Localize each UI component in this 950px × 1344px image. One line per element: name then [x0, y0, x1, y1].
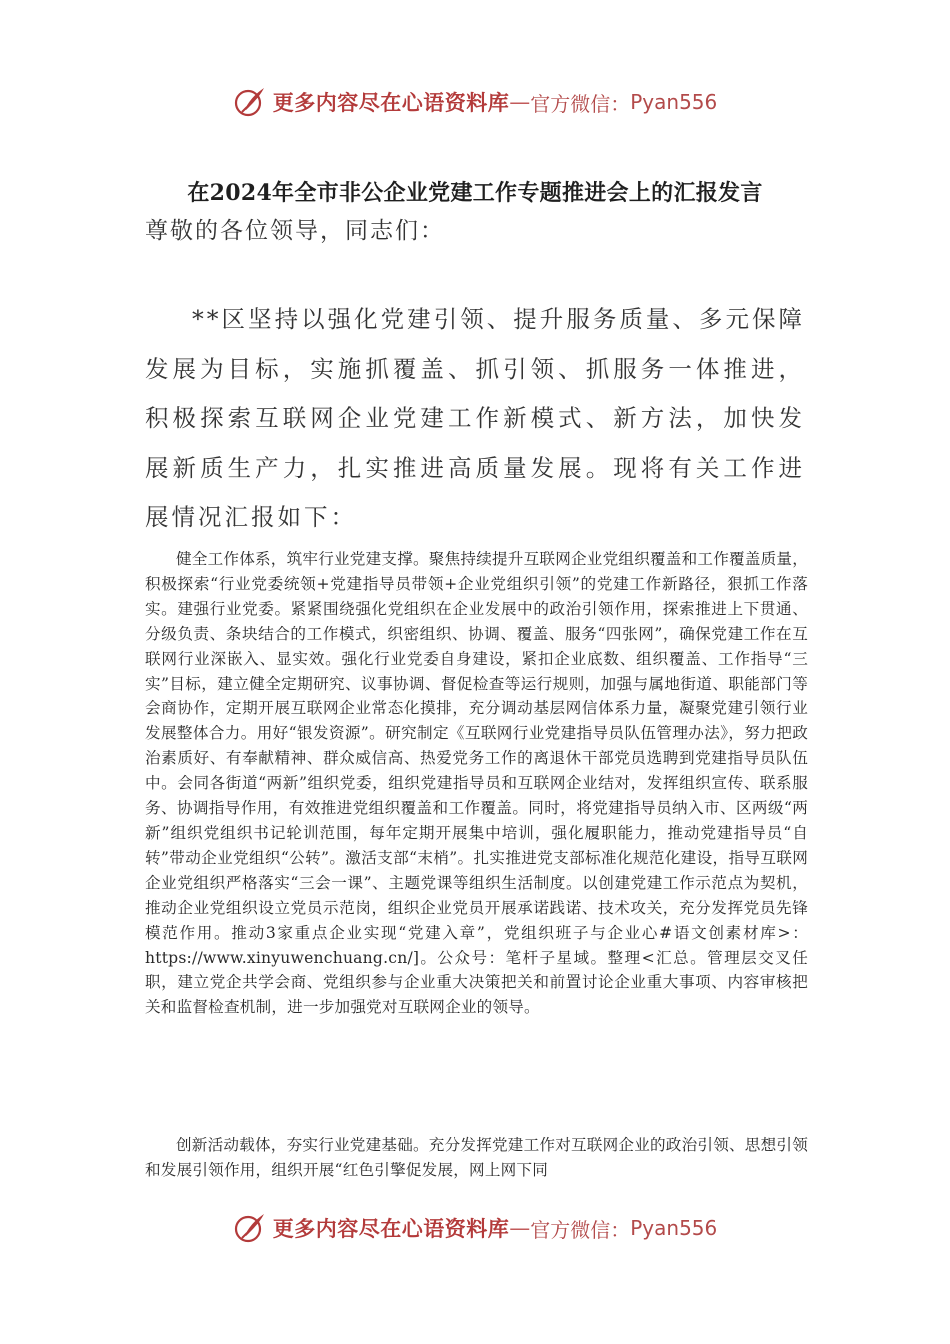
footer-banner	[0, 1208, 950, 1248]
body-paragraph-2: 创新活动载体，夯实行业党建基础。充分发挥党建工作对互联网企业的政治引领、思想引领和发展引领作用，组织开展“红色引擎促发展，网上网下同	[145, 1136, 808, 1179]
banner-wechat-id: Pyan556	[630, 1216, 718, 1240]
banner-text: 更多内容尽在心语资料库	[272, 1216, 510, 1241]
intro-paragraph: **区坚持以强化党建引领、提升服务质量、多元保障发展为目标，实施抓覆盖、抓引领、抓服务一体推进，积极探索互联网企业党建工作新模式、新方法，加快发展新质生产力，扎实推进高质量发展。现将有关工作进展情况汇报如下：	[145, 305, 805, 531]
body-paragraph-1: 健全工作体系，筑牢行业党建支撑。聚焦持续提升互联网企业党组织覆盖和工作覆盖质量，积极探索“行业党委统领+党建指导员带领+企业党组织引领”的党建工作新路径，狠抓工作落实。建强行业党委。紧紧围绕强化党组织在企业发展中的政治引领作用，探索推进上下贯通、分级负责、条块结合的工作模式，织密组织、协调、覆盖、服务“四张网”，确保党建工作在互联网行业深嵌入、显实效。强化行业党委自身建设，紧扣企业底数、组织覆盖、工作指导“三实”目标，建立健全定期研究、议事协调、督促检查等运行规则，加强与属地街道、职能部门等会商协作，定期开展互联网企业常态化摸排，充分调动基层网信体系力量，凝聚党建引领行业发展整体合力。用好“银发资源”。研究制定《互联网行业党建指导员队伍管理办法》，努力把政治素质好、有奉献精神、群众威信高、热爱党务工作的离退休干部党员选聘到党建指导员队伍中。会同各街道“两新”组织党委，组织党建指导员和互联网企业结对，发挥组织宣传、联系服务、协调指导作用，有效推进党组织覆盖和工作覆盖。同时，将党建指导员纳入市、区两级“两新”组织党组织书记轮训范围，每年定期开展集中培训，强化履职能力，推动党建指导员“自转”带动企业党组织“公转”。激活支部“末梢”。扎实推进党支部标准化规范化建设，指导互联网企业党组织严格落实“三会一课”、主题党课等组织生活制度。以创建党建工作示范点为契机，推动企业党组织设立党员示范岗，组织企业党员开展承诺践诺、技术攻关，充分发挥党员先锋模范作用。推动3家重点企业实现“党建入章”，党组织班子与企业心#语文创素材库>：https://www.xinyuwenchuang.cn/]。公众号：笔杆子星域。整理<汇总。管理层交叉任职，建立党企共学会商、党组织参与企业重大决策把关和前置讨论企业重大事项、内容审核把关和监督检查机制，进一步加强党对互联网企业的领导。	[145, 550, 808, 1017]
quill-pen-logo-icon	[233, 85, 267, 119]
greeting: 尊敬的各位领导，同志们：	[145, 218, 445, 244]
banner-dash: —	[509, 1216, 531, 1240]
header-banner	[0, 82, 950, 122]
banner-wechat-label: 官方微信：	[530, 91, 631, 116]
banner-wechat-label: 官方微信：	[530, 1217, 631, 1242]
banner-dash: —	[509, 90, 531, 114]
banner-wechat-id: Pyan556	[630, 90, 718, 114]
quill-pen-logo-icon	[233, 1211, 267, 1245]
document-title: 在2024年全市非公企业党建工作专题推进会上的汇报发言	[187, 180, 763, 206]
banner-text: 更多内容尽在心语资料库	[272, 90, 510, 115]
